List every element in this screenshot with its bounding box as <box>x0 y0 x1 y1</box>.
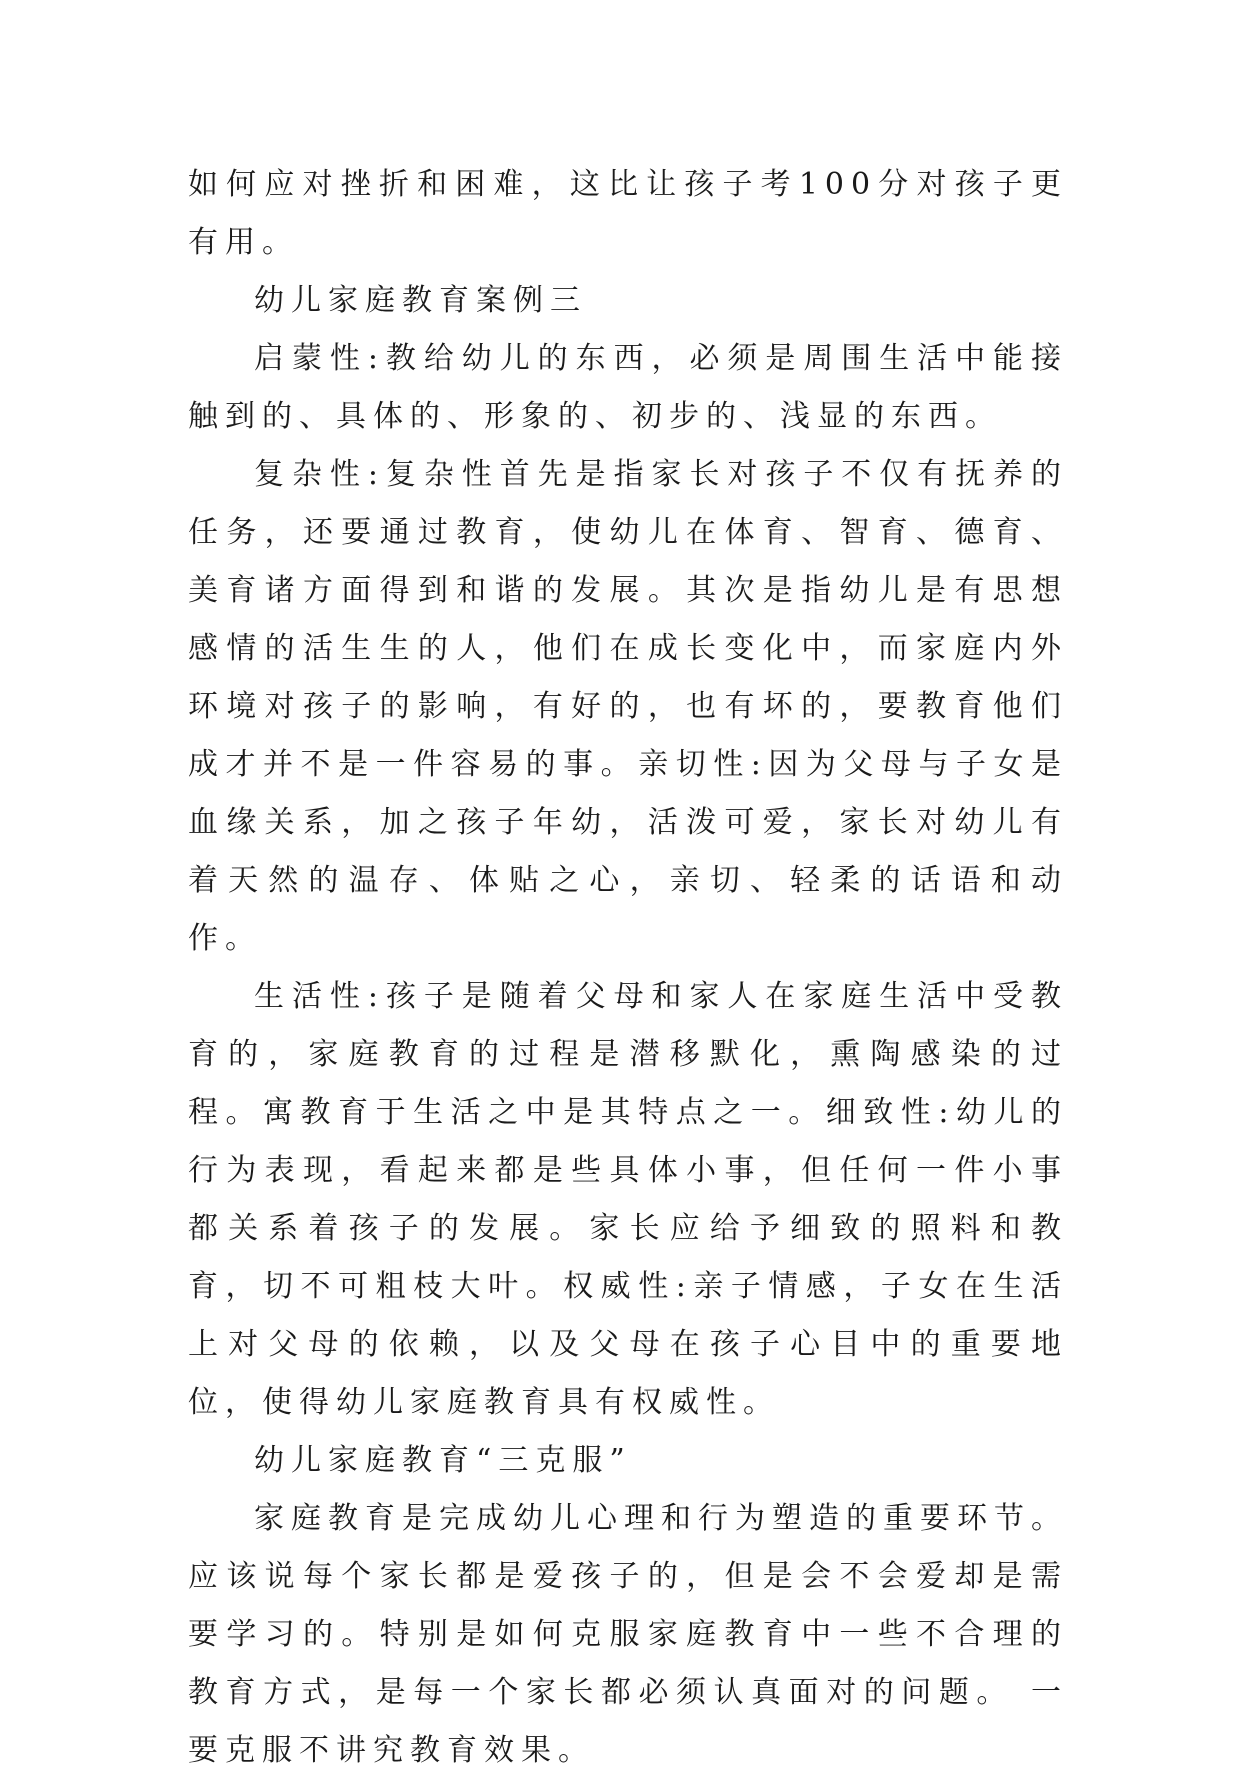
document-body <box>188 156 1068 1780</box>
paragraph-continuation: 如何应对挫折和困难，这比让孩子考100分对孩子更有用。 <box>188 167 1068 260</box>
paragraph-complexity: 复杂性:复杂性首先是指家长对孩子不仅有抚养的任务，还要通过教育，使幼儿在体育、智育、德育、美育诸方面得到和谐的发展。其次是指幼儿是有思想感情的活生生的人，他们在成长变化中，而家庭内外环境对孩子的影响，有好的，也有坏的，要教育他们成才并不是一件容易的事。亲切性:因为父母与子女是血缘关系，加之孩子年幼，活泼可爱，家长对幼儿有着天然的温存、体贴之心，亲切、轻柔的话语和动作。 <box>188 457 1068 956</box>
section-heading-three-overcomes: 幼儿家庭教育“三克服” <box>254 1443 632 1478</box>
section-heading-case-three: 幼儿家庭教育案例三 <box>254 283 587 318</box>
paragraph-family-education: 家庭教育是完成幼儿心理和行为塑造的重要环节。应该说每个家长都是爱孩子的，但是会不会爱却是需要学习的。特别是如何克服家庭教育中一些不合理的教育方式，是每一个家长都必须认真面对的问题。 一要克服不讲究教育效果。 <box>188 1501 1068 1768</box>
paragraph-enlightenment: 启蒙性:教给幼儿的东西，必须是周围生活中能接触到的、具体的、形象的、初步的、浅显的东西。 <box>188 341 1068 434</box>
paragraph-life: 生活性:孩子是随着父母和家人在家庭生活中受教育的，家庭教育的过程是潜移默化，熏陶感染的过程。寓教育于生活之中是其特点之一。细致性:幼儿的行为表现，看起来都是些具体小事，但任何一件小事都关系着孩子的发展。家长应给予细致的照料和教育，切不可粗枝大叶。权威性:亲子情感，子女在生活上对父母的依赖，以及父母在孩子心目中的重要地位，使得幼儿家庭教育具有权威性。 <box>188 979 1068 1420</box>
